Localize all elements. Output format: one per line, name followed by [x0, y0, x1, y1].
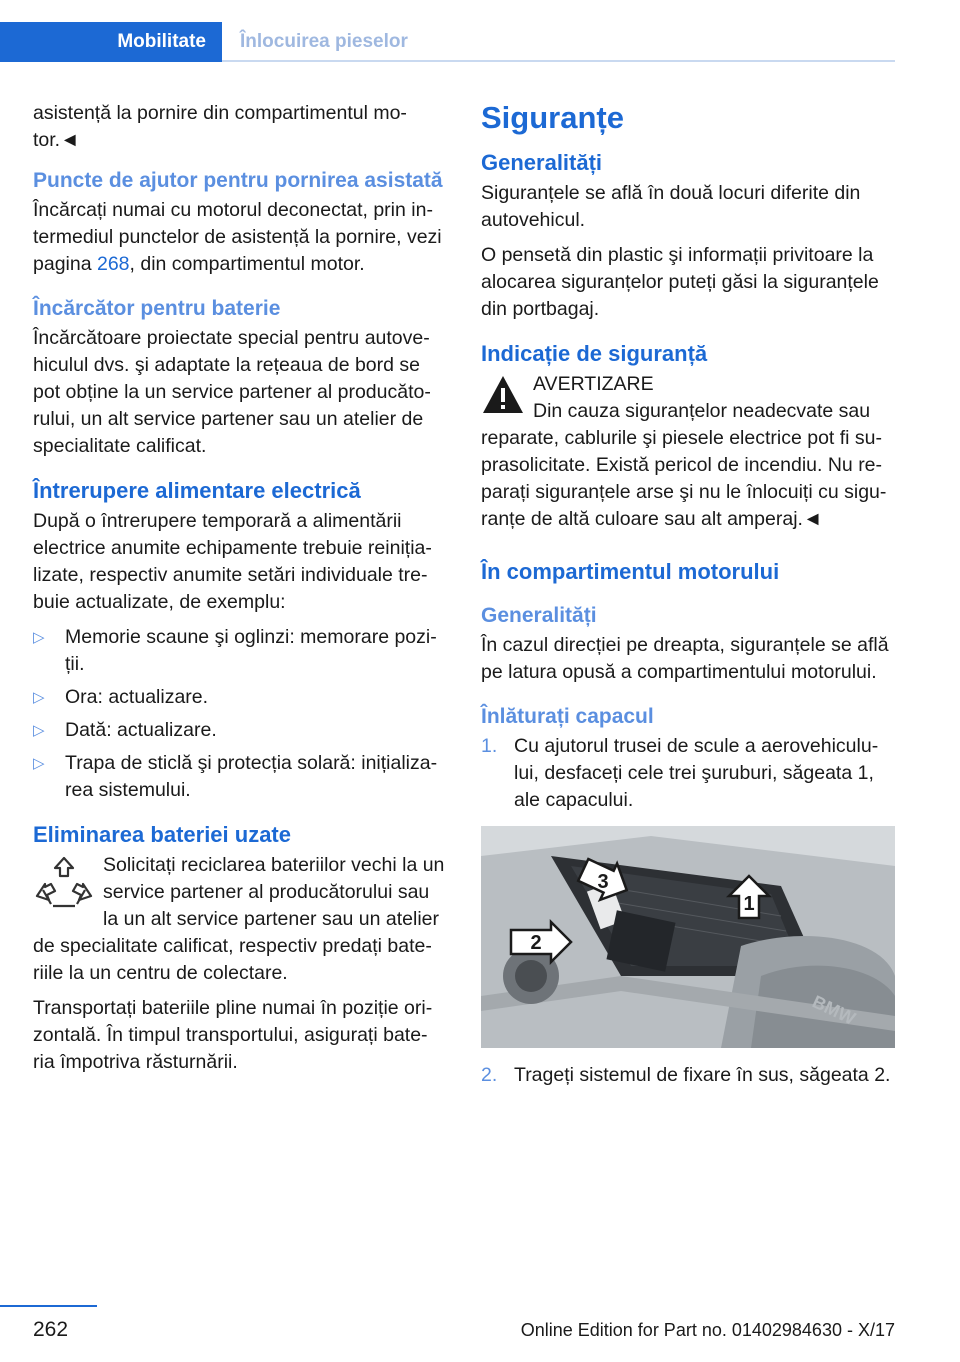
- list-item: ▷ Memorie scaune şi oglinzi: memorare pozi-ții.: [33, 626, 437, 675]
- page-number: 262: [33, 1318, 69, 1341]
- warning-block: [481, 371, 895, 533]
- chapter-tab-section[interactable]: Înlocuirea pieselor: [240, 31, 408, 52]
- engine-compartment-paragraph: În cazul direcției pe dreapta, siguranțele se află pe latura opusă a compartimentului motorului.: [481, 634, 889, 683]
- heading-power-interruption: Întrerupere alimentare electrică: [33, 478, 361, 503]
- warning-text: Din cauza siguranțelor neadecvate sau reparate, cablurile şi piesele electrice pot fi su-prasolicitate. Există pericol de incendiu. Nu re-parați siguranțele arse şi nu le înlocuiți cu sigu-ranțe de altă culoare sau alt amperaj.◄: [481, 400, 887, 530]
- heading-engine-compartment: În compartimentul motorului: [481, 559, 780, 584]
- jump-start-paragraph: Încărcați numai cu motorul deconectat, prin in-termediul punctelor de asistență la pornire, vezi pagina 268, din compartimentul motor.: [33, 199, 442, 275]
- figure-label-3: 3: [597, 871, 609, 893]
- step-item: 2. Trageți sistemul de fixare în sus, săgeata 2.: [481, 1064, 891, 1086]
- general-paragraph-2: O pensetă din plastic şi informații privitoare la alocarea siguranțelor puteți găsi la siguranțele din portbagaj.: [481, 244, 879, 320]
- page-number-rule: [0, 1305, 97, 1307]
- general-paragraph-1: Siguranțele se află în două locuri diferite din autovehicul.: [481, 182, 861, 231]
- continued-paragraph: asistență la pornire din compartimentul mo-tor.◄: [33, 102, 407, 151]
- triangle-bullet-icon: ▷: [33, 755, 45, 772]
- engine-brand-lettering: BMW: [809, 991, 859, 1029]
- chapter-tab-active[interactable]: Mobilitate: [0, 22, 222, 62]
- heading-remove-cover: Înlăturați capacul: [481, 705, 654, 728]
- steps-list-continued: [481, 1062, 895, 1089]
- charger-paragraph: Încărcătoare proiectate special pentru autove-hiculul dvs. şi adaptate la rețeaua de bord se pot obține la un service partener al producăto-rului, un alt service partener sau un atelier de specialitate calificat.: [33, 327, 431, 457]
- right-column: [481, 100, 895, 1097]
- list-item: ▷ Dată: actualizare.: [33, 717, 448, 744]
- figure-label-1: 1: [743, 893, 755, 915]
- heading-fuses: Siguranțe: [481, 100, 624, 135]
- heading-battery-charger: Încărcător pentru baterie: [33, 297, 281, 320]
- triangle-bullet-icon: ▷: [33, 629, 45, 646]
- edition-footer: Online Edition for Part no. 01402984630 - X/17: [520, 1320, 895, 1340]
- engine-compartment-figure: [481, 826, 895, 1048]
- heading-jump-start-points: Puncte de ajutor pentru pornirea asistată: [33, 169, 443, 192]
- header-divider: [222, 60, 895, 62]
- reset-list: [33, 624, 448, 804]
- disposal-paragraph: Solicitați reciclarea bateriilor vechi la un service partener al producătorului sau la un alt service partener sau un atelier de specialitate calificat, respectiv predați bate-riile la un centru de colectare.: [33, 854, 445, 984]
- triangle-bullet-icon: ▷: [33, 689, 45, 706]
- triangle-bullet-icon: ▷: [33, 722, 45, 739]
- figure-label-2: 2: [530, 932, 542, 954]
- warning-title: AVERTIZARE: [533, 373, 654, 395]
- warning-triangle-icon: [481, 373, 525, 417]
- transport-paragraph: Transportați bateriile pline numai în poziție ori-zontală. În timpul transportului, asigurați bate-ria împotriva răsturnării.: [33, 997, 433, 1073]
- recycle-icon: [33, 854, 95, 916]
- heading-safety-note: Indicație de siguranță: [481, 341, 708, 366]
- list-item: ▷ Ora: actualizare.: [33, 684, 448, 711]
- heading-general: Generalități: [481, 150, 603, 175]
- left-column: [33, 100, 448, 1084]
- interruption-paragraph: După o întrerupere temporară a alimentării electrice anumite echipamente trebuie reiniția-lizate, respectiv anumite setări individuale tre-buie actualizate, de exemplu:: [33, 510, 432, 613]
- engine-illustration: [481, 826, 895, 1048]
- step-item: 1. Cu ajutorul trusei de scule a aerovehiculu-lui, desfaceți cele trei şuruburi, săgeata 1, ale capacului.: [481, 735, 879, 811]
- heading-battery-disposal: Eliminarea bateriei uzate: [33, 822, 291, 847]
- page-reference-link[interactable]: 268: [96, 253, 130, 275]
- list-item: ▷ Trapa de sticlă şi protecția solară: inițializa-rea sistemului.: [33, 752, 438, 801]
- heading-general-2: Generalități: [481, 604, 597, 627]
- page-header: [0, 0, 895, 62]
- steps-list: [481, 733, 895, 814]
